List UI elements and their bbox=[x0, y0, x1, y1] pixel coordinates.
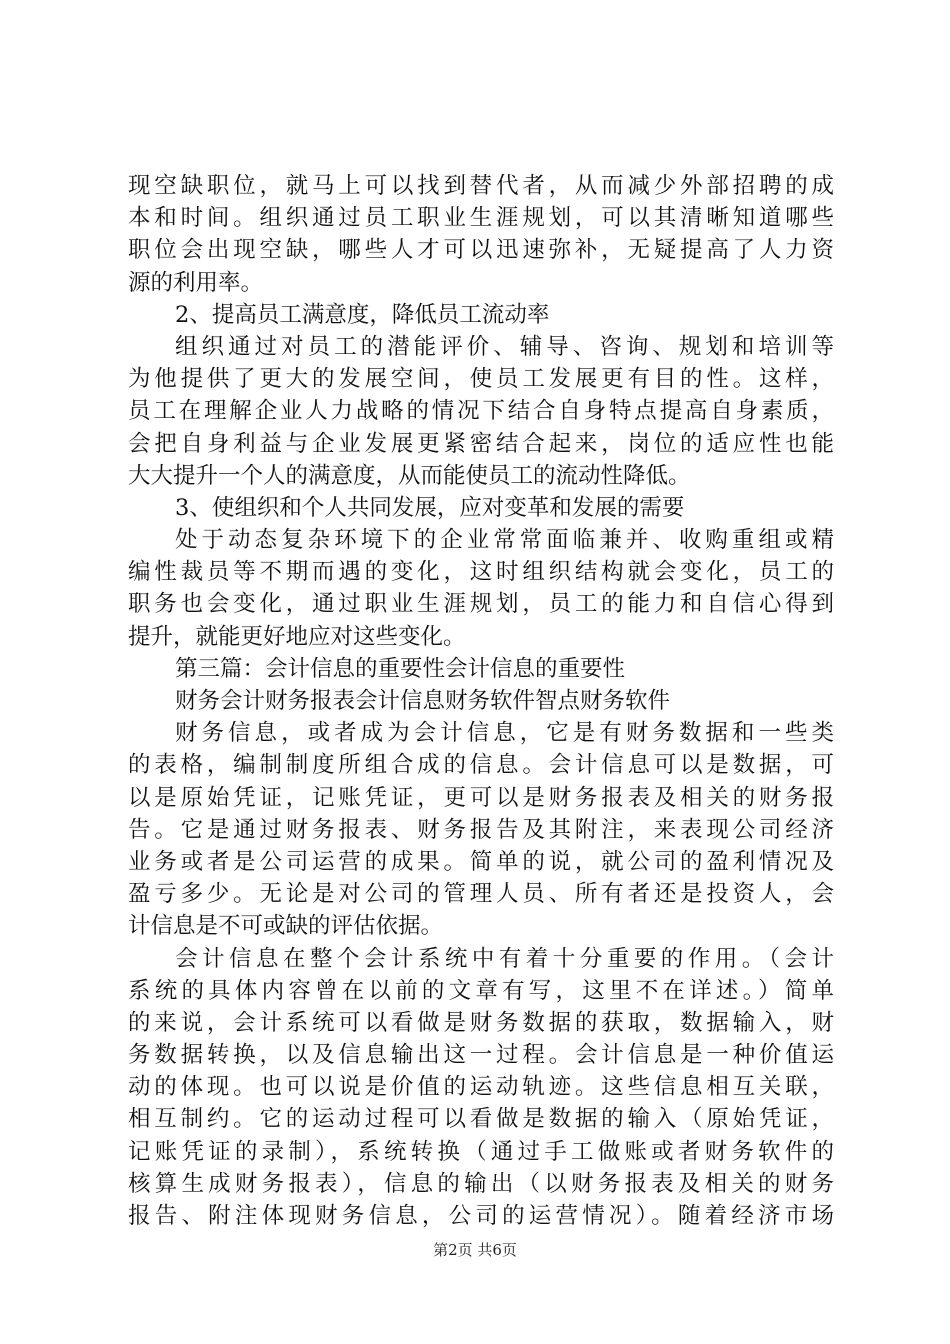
text-line: 职务也会变化，通过职业生涯规划，员工的能力和自信心得到 bbox=[128, 591, 834, 618]
text-line: 源的利用率。 bbox=[128, 269, 264, 296]
body-text bbox=[128, 170, 834, 1232]
text-line: 告。它是通过财务报表、财务报告及其附注，来表现公司经济 bbox=[128, 816, 834, 843]
article-title: 第三篇：会计信息的重要性会计信息的重要性 bbox=[175, 655, 626, 682]
text-line: 盈亏多少。无论是对公司的管理人员、所有者还是投资人，会 bbox=[128, 881, 834, 908]
text-line: 财务信息，或者成为会计信息，它是有财务数据和一些类 bbox=[175, 720, 834, 747]
text-line: 动的体现。也可以说是价值的运动轨迹。这些信息相互关联， bbox=[128, 1074, 834, 1101]
text-line: 现空缺职位，就马上可以找到替代者，从而减少外部招聘的成 bbox=[128, 173, 834, 199]
text-line: 为他提供了更大的发展空间，使员工发展更有目的性。这样， bbox=[128, 366, 834, 393]
text-line: 记账凭证的录制），系统转换（通过手工做账或者财务软件的 bbox=[128, 1138, 834, 1165]
text-line: 的来说，会计系统可以看做是财务数据的获取，数据输入，财 bbox=[128, 1009, 834, 1036]
text-line: 相互制约。它的运动过程可以看做是数据的输入（原始凭证， bbox=[128, 1106, 834, 1133]
text-line: 编性裁员等不期而遇的变化，这时组织结构就会变化，员工的 bbox=[128, 559, 834, 586]
text-line: 会把自身利益与企业发展更紧密结合起来，岗位的适应性也能 bbox=[128, 430, 834, 457]
text-line: 系统的具体内容曾在以前的文章有写，这里不在详述。）简单 bbox=[128, 977, 834, 1004]
text-line: 处于动态复杂环境下的企业常常面临兼并、收购重组或精 bbox=[175, 527, 834, 554]
article-keywords: 财务会计财务报表会计信息财务软件智点财务软件 bbox=[175, 688, 671, 714]
page-footer: 第2页 共6页 bbox=[433, 1241, 517, 1259]
text-line: 本和时间。组织通过员工职业生涯规划，可以其清晰知道哪些 bbox=[128, 205, 834, 232]
section-heading: 3、使组织和个人共同发展，应对变革和发展的需要 bbox=[175, 494, 685, 521]
text-line: 职位会出现空缺，哪些人才可以迅速弥补，无疑提高了人力资 bbox=[128, 237, 834, 264]
text-line: 提升，就能更好地应对这些变化。 bbox=[128, 623, 466, 650]
text-line: 员工在理解企业人力战略的情况下结合自身特点提高自身素质， bbox=[128, 398, 834, 425]
text-line: 业务或者是公司运营的成果。简单的说，就公司的盈利情况及 bbox=[128, 848, 834, 875]
text-line: 组织通过对员工的潜能评价、辅导、咨询、规划和培训等 bbox=[175, 333, 834, 360]
text-line: 以是原始凭证，记账凭证，更可以是财务报表及相关的财务报 bbox=[128, 784, 834, 811]
text-line: 会计信息在整个会计系统中有着十分重要的作用。（会计 bbox=[175, 945, 834, 972]
text-line: 报告、附注体现财务信息，公司的运营情况）。随着经济市场 bbox=[128, 1203, 834, 1229]
text-line: 的表格，编制制度所组合成的信息。会计信息可以是数据，可 bbox=[128, 752, 834, 779]
text-line: 务数据转换，以及信息输出这一过程。会计信息是一种价值运 bbox=[128, 1042, 834, 1069]
section-heading: 2、提高员工满意度，降低员工流动率 bbox=[175, 301, 550, 328]
text-line: 大大提升一个人的满意度，从而能使员工的流动性降低。 bbox=[128, 462, 691, 489]
text-line: 核算生成财务报表），信息的输出（以财务报表及相关的财务 bbox=[128, 1170, 834, 1197]
text-line: 计信息是不可或缺的评估依据。 bbox=[128, 913, 444, 940]
